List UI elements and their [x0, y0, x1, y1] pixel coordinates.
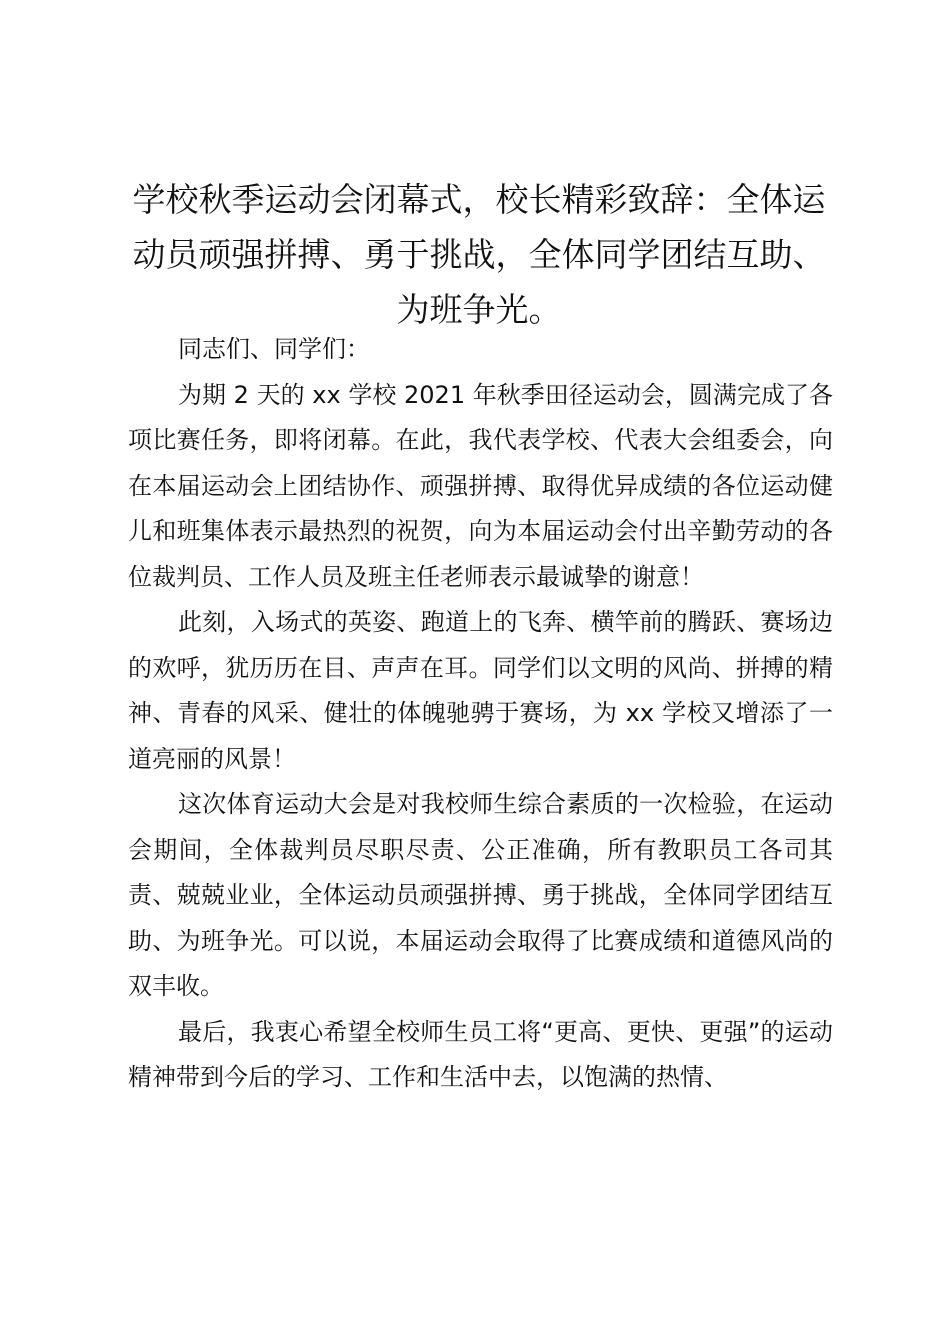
body-paragraph: 这次体育运动大会是对我校师生综合素质的一次检验，在运动会期间，全体裁判员尽职尽责、公正准确，所有教职员工各司其责、兢兢业业，全体运动员顽强拼搏、勇于挑战，全体同学团结互助、为班争光。可以说，本届运动会取得了比赛成绩和道德风尚的双丰收。 [128, 790, 833, 1000]
body-paragraph: 为期 2 天的 xx 学校 2021 年秋季田径运动会，圆满完成了各项比赛任务，即将闭幕。在此，我代表学校、代表大会组委会，向在本届运动会上团结协作、顽强拼搏、取得优异成绩的各位运动健儿和班集体表示最热烈的祝贺，向为本届运动会付出辛勤劳动的各位裁判员、工作人员及班主任老师表示最诚挚的谢意！ [128, 380, 833, 591]
document-title: 学校秋季运动会闭幕式，校长精彩致辞：全体运动员顽强拼搏、勇于挑战，全体同学团结互助、为班争光。 [132, 180, 826, 329]
body-paragraph: 最后，我衷心希望全校师生员工将“更高、更快、更强”的运动精神带到今后的学习、工作和生活中去，以饱满的热情、 [128, 1017, 833, 1091]
greeting-line: 同志们、同学们： [178, 335, 370, 363]
document-body [128, 327, 833, 1101]
body-paragraph: 此刻，入场式的英姿、跑道上的飞奔、横竿前的腾跃、赛场边的欢呼，犹历历在目、声声在耳。同学们以文明的风尚、拼搏的精神、青春的风采、健壮的体魄驰骋于赛场，为 xx 学校又增添了一道亮丽的风景！ [128, 608, 833, 773]
